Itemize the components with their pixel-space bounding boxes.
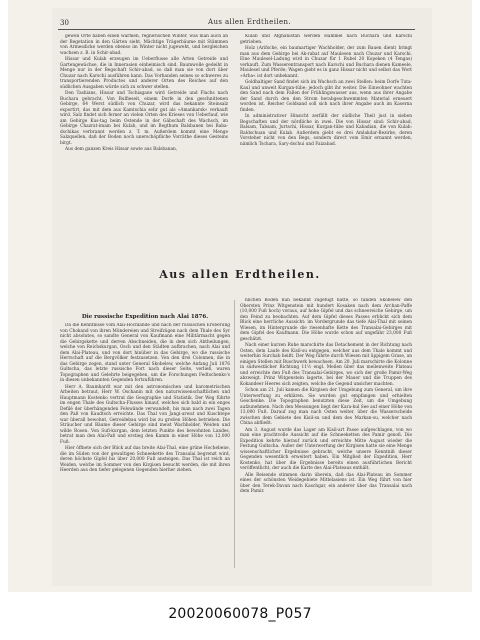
paragraph: Alle Reisende stimmen darin überein, daß das Alai-Plateau im Sommer eines der schönsten Weidegebiete Mittelasiens ist. Ein Weg führt von hier über den Terek-Davan nach Kaschgar, ein anderer über das Transalai nach dem Pamir. [240,472,412,494]
header-rule [58,29,415,30]
paragraph: Herr A. Baumhardt war mit den astronomischen und barometrischen Arbeiten betraut, Herr W. Oschanin mit den naturwissenschaftlichen und Hauptmann Kostenko vertrat die Geographie und Statistik. Der Weg führte im engen Thale des Gultscha-Flusses hinauf, welches sich bald in ein enges Defilé der überhängenden Felswände verwandelt, bis man nach zwei Tagen den Paß von Kaudtsch erreichte. Das Thal von Jangi-arwat und Kuschtepe war überall bewohnt, Getreidebau wird bis zu großen Höhen betrieben. Die Sträucher und Bäume dieser Gebirge sind meist Wachholder, Weiden und wilde Rosen. Von Sufi-kurgan, dem letzten Punkte des bewohnten Landes, betrat man den Alai-Paß und erstieg den Kamm in einer Höhe von 12,000 Fuß. [60,384,230,445]
article-title: Die russische Expedition nach Alai 1876. [81,314,209,320]
paragraph: Am 3. August wurde das Lager am Kisil-art Passe aufgeschlagen, von wo man eine prachtvolle Aussicht auf die Schneeketten des Pamir genoß. Die Expedition kehrte hierauf zurück und erreichte Mitte August wieder die Festung Gultscha. Außer der Unterwerfung der Kirgisen hatte sie eine Menge wissenschaftlicher Ergebnisse gebracht, welche unsere Kenntniß dieser Gegenden wesentlich erweitert haben. Ein Mitglied der Expedition, Herr Kostenko, hat über die Ergebnisse bereits einen ausführlichen Bericht veröffentlicht, der auch die Karte des Alai-Plateaus enthält. [240,427,412,471]
paragraph: Nach einer kurzen Ruhe marschirte das Detachement in der Richtung nach Osten, dem Laufe des Kisil-su entgegen, welcher aus dem Thale kommt und weiterhin Surchab heißt. Der Weg führte durch Wiesen mit üppigem Grase, an einigen Stellen mit Buschwerk bewachsen. Am 20. Juli marschirte die Kolonne in südwestlicher Richtung 11½ engl. Meilen über das meilenweite Plateau und erreichte den Fuß des Transalai-Gebirges, wo sich der große Pamir-Weg abzweigt. Prinz Witgenstein lagerte, bei der Mauer und die Truppen des Kokandeer Heeres sich zeigten, welche die Gegend unsicher machten. [240,343,412,387]
image-caption: 20020060078_P057 [168,606,312,622]
paragraph: Goldhaltiger Sand findet sich im Wachsch an zwei Stellen: beim Dorfe Tuta-Kaul und unweit Kurgan-tübe; jedoch gibt ihr weiter. Die Einwohner wachten den Sand nach dem Fallen der Frühlingswasser aus, wenn aus ihrer Angabe der Sand durch den den Strom herabgeschwemmten Material erneuert worden ist. Reicher Goldsand soll sich nach ihrer Angabe auch im Kaserna finden. [240,80,412,113]
paragraph: Hissar und Kulab erzeugen im Ueberflusse alle Arten Getreide und Gartengewächse, die in Innerasien einheimisch sind. Baumwolle gedeiht in Menge nur in der Begschaft Schir-abad, so daß man sie von dort über Chuzar nach Karschi ausführen kann. Das Vorhanden seines so schweres zu transportierenden Productes und anderer Orten des Reiches auf den südlichen Ausgaben würde sich zu schwer stellen. [60,57,228,90]
paragraph: Den Tashians, Hissar und Tschiagane wird Getreide und Flachs nach Buchara gebracht. Von Bulfieseit, einem Dorfe in den geschnittenen Gebirge, 64 Werst südlich von Chuzar, wird das bekannte Steinsalz exportirt, das mit dem aus Kamtschia sehr gut als »Amankarsk« verkauft wird. Salz findet sich ferner an vielen Orten des Krieses von Ueberlauf, wie am Gebirge Kus-tag beim Ostende in der Gäbschaft des Wachsch, im Gebirge Chazrat-imam bei Kulab, und im Begthum Balsbanen bei Baba-dschikas verbrannt werden z. T. m. Außerdem kommt eine Menge Salzquellen, daß der Boden noch unerschöpfliche Vorräthe dieses Gesteins birgt. [60,91,228,146]
paragraph: hlichen Boden nun bekannt zugefügt hatte, so fanden Skobelew den Obersten Prinz Witgenstein mit hundert Kosaken nach dem Archan-Paffe (10,000 Fuß hoch) voraus, auf hohe Gipfel und das schneereiche Gebirge, um den Feind zu beobachten. Auf dem Gipfel dieses Passes erblickt sich dem Blick eine herrliche Aussicht: im Vordergrunde das tiefe Alai-Thal mit seinen Wiesen, im Hintergrunde die riesenhafte Kette des Transalai-Gebirges mit dem Gipfel des Kaufmann. Die Höhe wurde schon auf ungefähr 23,000 Fuß geschätzt. [240,298,412,342]
paragraph: Kulab und Afghanistan werden Hammel nach Buchara und Karschi getrieben. [240,34,412,45]
section-title: Aus allen Erdtheilen. [159,268,321,281]
paragraph: Holz (Arifsche, ein baumartiger Wachholder, der zum Bauen dient) bringt man aus dem Gebirge bei Ak-rabat auf Maulesen nach Chuzar und Karschi. Eine Maulesel-Ladung wird in Chuzar für 1 Rubel 20 Kopeken (4 Tengas) verkauft. Zum Wasserentransport nach Karschi und Buchara dienen Kameele, Maulesel und Pferde; Wagen giebt es in ganz Hissar nicht und selbst das Wort »Arba« ist dort unbekannt. [240,46,412,79]
column-divider [234,300,235,568]
running-head: Aus allen Erdtheilen. [208,18,292,26]
paragraph: Hier öffnete sich der Blick auf das breite Alai-Thal, eine grüne Hochebene, die im Süden von der gewaltigen Schneekette des Transalai begrenzt wird, deren höchste Gipfel bis über 20,000 Fuß ansteigen. Das Thal ist reich an Weiden, welche im Sommer von den Kirgisen besucht werden, die mit ihren Heerden aus den tiefer gelegenen Gegenden hierher ziehen. [60,446,230,473]
paragraph: Schon am 21. Juli kamen die Kirgisen der Umgebung zum General, um ihre Unterwerfung zu erklären. Sie wurden gut empfangen und erhielten Geschenke. Die Topographen benutzten diese Zeit, um die Umgebung aufzunehmen. Nach den Messungen liegt der Kara-kul See auf einer Höhe von 13,000 Fuß. Darauf zog man nach Osten weiter, über die Wasserscheide zwischen dem Gebiete des Kisil-su und dem des Markan-su, welcher nach China abfließt. [240,388,412,426]
paragraph: In administrativer Hinsicht zerfällt der südliche Theil just in sieben Begschaften und der nördliche in zwei. Die von Hissar sind: Schir-abad, Balsam, Tabsam, Jurtschi, Hissar, Kurgan-tübe und Kabadian, die von Kulab: Baldschuan und Kulab. Außerdem giebt es drei Amlakdar-Bezirke, deren Vorsteher nicht von den Begs, sondern direct vom Emir ernannt werden, nämlich Tschara, Sary-dschui und Faizabad. [240,114,412,147]
column-bottom-right [240,298,412,572]
paragraph: Da die Kenntnisse vom Alai-Hochlande und nach der russischen Eroberung von Chokand von ihren Mündereien und Streifzügen nach dem Thale des Syr nicht absolutes, so sandte General von Kaufmann eine Militärmacht gegen die Gebirgskette und derren Abschneiden, die in dem sich Abtheilungen, welche von Reichskurgan, Osch und den Städten aufbrachen, nach Alai und dem Alai-Plateau, und von dort hinüber in das Gebirge, wo die russische Herrschaft auf die Bergvölker festzusetzen. Von den drei Colonnen, die in das Gebirge zogen, stand unter General Skobelew, welche Anfang Juli 1876 Gultscha, das letzte russische Fort nach dieser Seite, verließ, waren Topographen und Gelehrte beigegeben, um die Forschungen Fedtschenko's in diesen unbekannten Gegenden fortzuführen. [60,323,230,383]
page-number: 30 [60,19,69,27]
column-top-left [60,34,228,224]
paragraph: Aus dem ganzen Kreis Hissar sowie aus Balsbanan, [65,147,178,152]
column-top-right [240,34,412,234]
column-bottom-left [60,323,230,568]
paragraph: gewen Orte haben einen warmen, regnerischen Winter, was man auch an der Begetation in den Gärten sieht. Mächtige Trägerbäume mit Stämmen von Armesdicke werden ebenso im Winter nicht jugeweht, und bergleichen wachsen z. B. in Schir-abad. [60,34,228,56]
